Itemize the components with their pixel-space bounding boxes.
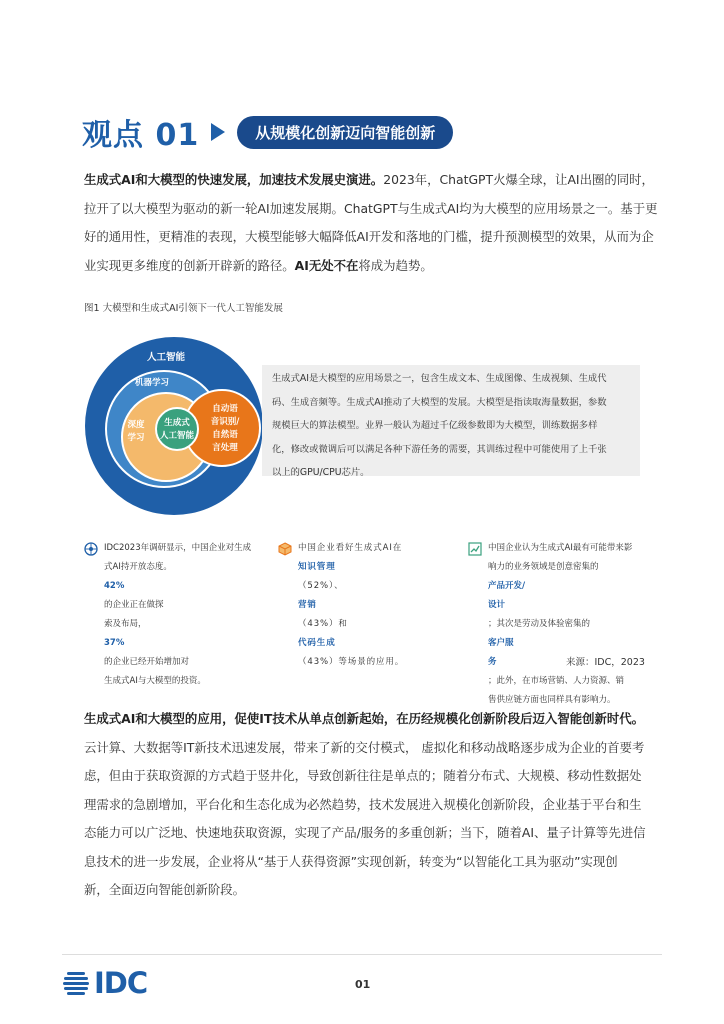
stat2-line3: （43%）等场景的应用。: [298, 657, 405, 667]
logo-text: IDC: [94, 966, 148, 1000]
stat3-service: 务: [488, 657, 497, 667]
intro-paragraph: [84, 166, 658, 280]
stat1-line3-end: 的企业已经开始增加对: [104, 657, 190, 667]
desc-line: 生成式AI是大模型的应用场景之一，包含生成文本、生成图像、生成视频、生成代: [272, 373, 607, 384]
stat1-pct-42: 42%: [104, 581, 125, 591]
desc-line: 规模巨大的算法模型。业界一般认为超过千亿级参数即为大模型，训练数据多样: [272, 420, 598, 431]
stat3-line1: 中国企业认为生成式AI最有可能带来影: [488, 543, 633, 553]
intro-line4-end: 将成为趋势。: [358, 257, 433, 273]
heading-number: 观点 01: [82, 118, 200, 153]
stat3-line4: ；此外，在市场营销、人力资源、销: [488, 676, 625, 686]
venn-ml-label: 机器学习: [134, 378, 170, 388]
stat1-line4: 生成式AI与大模型的投资。: [104, 676, 206, 686]
venn-nlp-label-1: 自动语: [212, 404, 238, 414]
stat3-line5: 售供应链方面也同样具有影响力。: [488, 695, 616, 705]
stat3-design: 设计: [488, 600, 506, 610]
network-icon: [84, 542, 98, 556]
intro-line1: 2023年，ChatGPT火爆全球，让AI出圈的同时，: [383, 172, 654, 187]
stat1-line2: 式AI持开放态度。: [104, 562, 172, 572]
figure-description: [262, 365, 640, 476]
venn-nlp-label-3: 自然语: [212, 430, 238, 440]
gen-ai-circle: [156, 408, 198, 450]
idc-logo: [62, 966, 147, 1000]
stat1-pct-37: 37%: [104, 638, 125, 648]
stat2-codegen: 代码生成: [298, 638, 336, 648]
footer-divider: [62, 954, 662, 955]
body-line: 息技术的进一步发展，企业将从“基于人获得资源”实现创新，转变为“以智能化工具为驱动”实现创: [84, 853, 618, 869]
body-line: 云计算、大数据等IT新技术迅速发展，带来了新的交付模式， 虚拟化和移动战略逐步成为企业的首要考: [84, 739, 645, 755]
section-heading: [82, 110, 453, 154]
desc-line: 化，修改或微调后可以满足各种下游任务的需要，其训练过程中可能使用了上千张: [272, 443, 607, 455]
intro-line3: 好的通用性，更精准的表现，大模型能够大幅降低AI开发和落地的门槛，提升预测模型的效果，从而为企: [84, 229, 654, 244]
venn-dl-label-1: 深度: [127, 420, 145, 430]
stat3-customer: 客户服: [488, 638, 514, 648]
figure-title: 图1 大模型和生成式AI引领下一代人工智能发展: [84, 303, 283, 314]
stat3-line3: ；其次是劳动及体验密集的: [488, 619, 591, 629]
source-note: 来源：IDC，2023: [566, 657, 645, 668]
intro-lead: 生成式AI和大模型的快速发展，加速技术发展史演进。: [84, 172, 384, 187]
page-number: 01: [355, 978, 371, 991]
stat3-product: 产品开发/: [488, 581, 526, 591]
ai-venn-diagram: [84, 336, 264, 516]
venn-gen-label-1: 生成式: [164, 418, 190, 428]
stat3-line2: 响力的业务领域是创意密集的: [488, 562, 599, 572]
box-icon: [278, 542, 292, 556]
intro-line2: 拉开了以大模型为驱动的新一轮AI加速发展期。ChatGPT与生成式AI均为大模型的应用场景之一。基于更: [84, 200, 658, 216]
stat2-knowledge: 知识管理: [298, 562, 336, 572]
body-line: 理需求的急剧增加，平台化和生态化成为必然趋势，技术发展进入规模化创新阶段，企业基于平台和生: [84, 796, 642, 812]
body-lead: 生成式AI和大模型的应用，促使IT技术从单点创新起始，在历经规模化创新阶段后迈入智能创新时代。: [84, 711, 645, 726]
stat1-line1: IDC2023年调研显示，中国企业对生成: [104, 543, 252, 553]
venn-dl-label-2: 学习: [127, 433, 145, 443]
body-line: 态能力可以广泛地、快速地获取资源，实现了产品/服务的多重创新；当下，随着AI、量子计算等先进信: [84, 825, 646, 840]
body-line: 新，全面迈向智能创新阶段。: [84, 882, 246, 897]
desc-line: 码、生成音频等。生成式AI推动了大模型的发展。大模型是指读取海量数据，参数: [272, 396, 607, 408]
body-line: 虑，但由于获取资源的方式趋于竖井化，导致创新往往是单点的；随着分布式、大规模、移动性数据处: [84, 768, 642, 783]
triangle-arrow-icon: [211, 123, 225, 141]
globe-stripes-icon: [62, 969, 90, 997]
venn-nlp-label-2: 音识别/: [210, 417, 240, 427]
venn-nlp-label-4: 言处理: [212, 443, 238, 453]
stat2-line2-mid: （43%）和: [298, 619, 348, 629]
venn-gen-label-2: 人工智能: [159, 431, 195, 441]
venn-ai-label: 人工智能: [146, 352, 186, 363]
stat2-line2: （52%）、: [298, 581, 344, 591]
stat1-line2-end: 的企业正在做探: [104, 600, 164, 610]
heading-pill: 从规模化创新迈向智能创新: [237, 116, 453, 149]
stat1-line3: 索及布局，: [104, 619, 147, 629]
stat2-line1: 中国企业看好生成式AI在: [298, 543, 403, 553]
intro-emphasis: AI无处不在: [294, 257, 359, 273]
intro-line4: 业实现更多维度的创新开辟新的路径。: [84, 257, 295, 273]
body-paragraph: [84, 705, 644, 905]
stat2-marketing: 营销: [298, 600, 317, 610]
trend-chart-icon: [468, 542, 482, 556]
desc-line: 以上的GPU/CPU芯片。: [272, 467, 370, 478]
